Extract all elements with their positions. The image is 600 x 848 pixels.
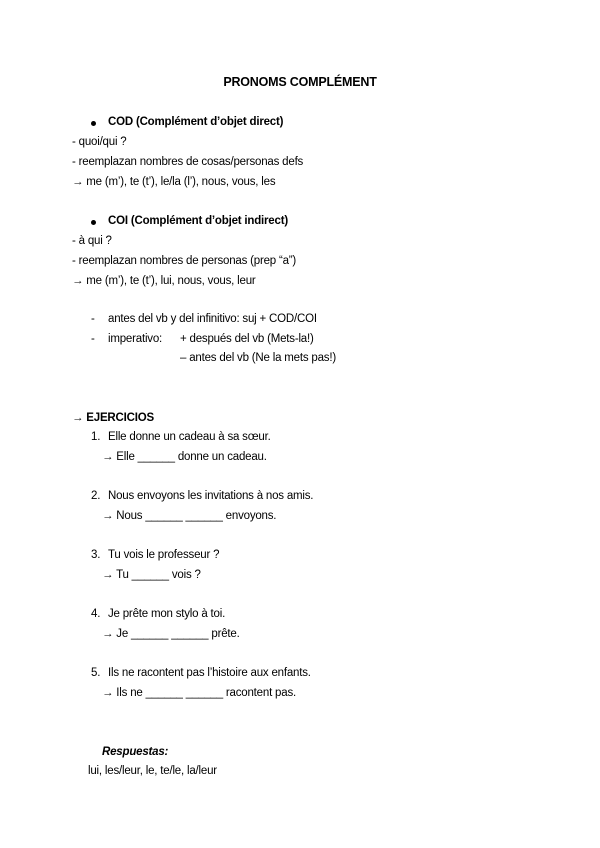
bullet-icon — [91, 220, 96, 225]
answers-label: Respuestas: — [102, 746, 169, 758]
bullet-icon — [91, 121, 96, 126]
coi-line: - à qui ? — [72, 235, 112, 247]
answers-text: lui, les/leur, le, te/le, la/leur — [88, 765, 217, 777]
exercise-sentence: Tu vois le professeur ? — [108, 549, 220, 561]
rule-2-a: + después del vb (Mets-la!) — [180, 333, 314, 345]
exercise-sentence: Elle donne un cadeau à sa sœur. — [108, 431, 271, 443]
exercises-heading: → EJERCICIOS — [72, 412, 154, 424]
coi-line: → me (m’), te (t’), lui, nous, vous, leur — [72, 275, 256, 287]
exercise-sentence: Ils ne racontent pas l’histoire aux enfants. — [108, 667, 311, 679]
exercise-answer: → Ils ne ______ ______ racontent pas. — [102, 687, 296, 699]
rule-1: antes del vb y del infinitivo: suj + COD/COI — [108, 313, 317, 325]
exercise-number: 1. — [91, 431, 101, 443]
rule-dash: - — [91, 313, 95, 325]
cod-line: - quoi/qui ? — [72, 136, 127, 148]
exercise-sentence: Je prête mon stylo à toi. — [108, 608, 226, 620]
exercise-answer: → Elle ______ donne un cadeau. — [102, 451, 267, 463]
exercise-answer: → Tu ______ vois ? — [102, 569, 201, 581]
coi-heading: COI (Complément d’objet indirect) — [108, 215, 288, 227]
exercise-answer: → Nous ______ ______ envoyons. — [102, 510, 277, 522]
coi-line: - reemplazan nombres de personas (prep “a”) — [72, 255, 297, 267]
rule-dash: - — [91, 333, 95, 345]
exercise-number: 2. — [91, 490, 101, 502]
exercise-number: 5. — [91, 667, 101, 679]
cod-line: - reemplazan nombres de cosas/personas defs — [72, 156, 304, 168]
page-title: PRONOMS COMPLÉMENT — [223, 75, 377, 89]
rule-2-label: imperativo: — [108, 333, 163, 345]
exercise-answer: → Je ______ ______ prête. — [102, 628, 240, 640]
rule-2-b: – antes del vb (Ne la mets pas!) — [180, 352, 336, 364]
exercise-number: 4. — [91, 608, 101, 620]
exercise-number: 3. — [91, 549, 101, 561]
exercise-sentence: Nous envoyons les invitations à nos amis. — [108, 490, 314, 502]
cod-line: → me (m’), te (t’), le/la (l’), nous, vous, les — [72, 176, 276, 188]
cod-heading: COD (Complément d’objet direct) — [108, 116, 284, 128]
